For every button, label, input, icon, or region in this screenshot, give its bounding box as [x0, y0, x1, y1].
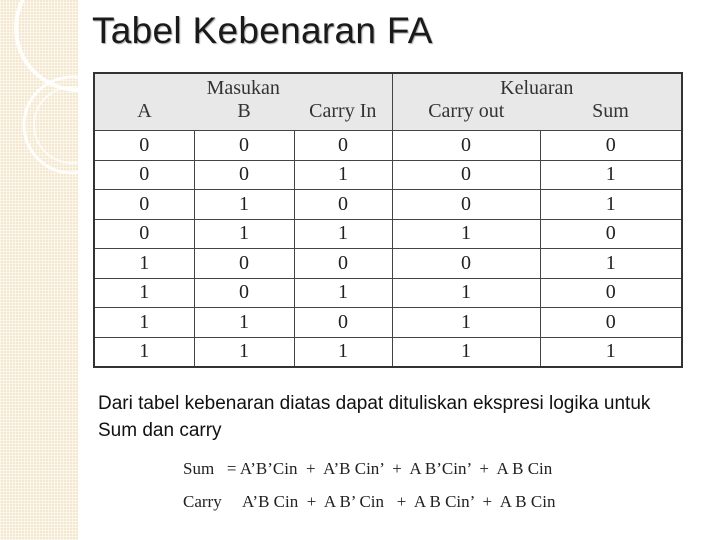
table-cell: 1	[294, 337, 392, 367]
table-cell: 1	[392, 219, 540, 249]
column-header-row	[94, 100, 682, 131]
table-cell: 1	[392, 337, 540, 367]
table-cell: 0	[194, 278, 294, 308]
truth-table	[93, 72, 683, 368]
table-cell: 0	[392, 190, 540, 220]
table-cell: 0	[392, 131, 540, 161]
table-cell: 0	[194, 249, 294, 279]
table-cell: 1	[540, 160, 682, 190]
table-cell: 1	[294, 160, 392, 190]
table-cell: 0	[392, 160, 540, 190]
table-cell: 1	[94, 308, 194, 338]
table-cell: 0	[294, 249, 392, 279]
column-header-carry-out: Carry out	[392, 100, 540, 131]
table-cell: 1	[194, 219, 294, 249]
table-row	[94, 131, 682, 161]
slide-title: Tabel Kebenaran FA	[92, 10, 433, 51]
table-cell: 1	[94, 249, 194, 279]
table-cell: 1	[194, 337, 294, 367]
column-header-sum: Sum	[540, 100, 682, 131]
table-row	[94, 337, 682, 367]
table-cell: 0	[94, 131, 194, 161]
table-cell: 1	[194, 308, 294, 338]
table-cell: 1	[540, 337, 682, 367]
table-cell: 0	[540, 219, 682, 249]
table-cell: 1	[94, 337, 194, 367]
table-cell: 0	[94, 219, 194, 249]
column-header-carry-in: Carry In	[294, 100, 392, 131]
column-header-a: A	[94, 100, 194, 131]
table-cell: 1	[540, 249, 682, 279]
table-cell: 0	[294, 190, 392, 220]
table-cell: 1	[294, 278, 392, 308]
table-cell: 1	[392, 278, 540, 308]
table-cell: 1	[392, 308, 540, 338]
table-cell: 0	[94, 190, 194, 220]
table-cell: 0	[94, 160, 194, 190]
table-row	[94, 190, 682, 220]
decorative-side-band	[0, 0, 78, 540]
group-header-inputs: Masukan	[94, 73, 392, 100]
table-row	[94, 219, 682, 249]
table-row	[94, 160, 682, 190]
column-header-b: B	[194, 100, 294, 131]
table-cell: 0	[392, 249, 540, 279]
table-row	[94, 308, 682, 338]
carry-expression: Carry A’B Cin + A B’ Cin + A B Cin’ + A B Cin	[183, 492, 556, 511]
table-row	[94, 278, 682, 308]
table-cell: 0	[294, 131, 392, 161]
group-header-row	[94, 73, 682, 100]
table-cell: 0	[540, 278, 682, 308]
table-cell: 0	[540, 308, 682, 338]
table-cell: 1	[94, 278, 194, 308]
table-cell: 1	[540, 190, 682, 220]
table-cell: 1	[294, 219, 392, 249]
table-cell: 1	[194, 190, 294, 220]
sum-expression: Sum = A’B’Cin + A’B Cin’ + A B’Cin’ + A B Cin	[183, 459, 553, 478]
description-text: Dari tabel kebenaran diatas dapat dituliskan ekspresi logika untuk Sum dan carry	[98, 393, 651, 441]
table-cell: 0	[540, 131, 682, 161]
group-header-outputs: Keluaran	[392, 73, 682, 100]
table-cell: 0	[194, 131, 294, 161]
table-cell: 0	[194, 160, 294, 190]
table-cell: 0	[294, 308, 392, 338]
table-row	[94, 249, 682, 279]
